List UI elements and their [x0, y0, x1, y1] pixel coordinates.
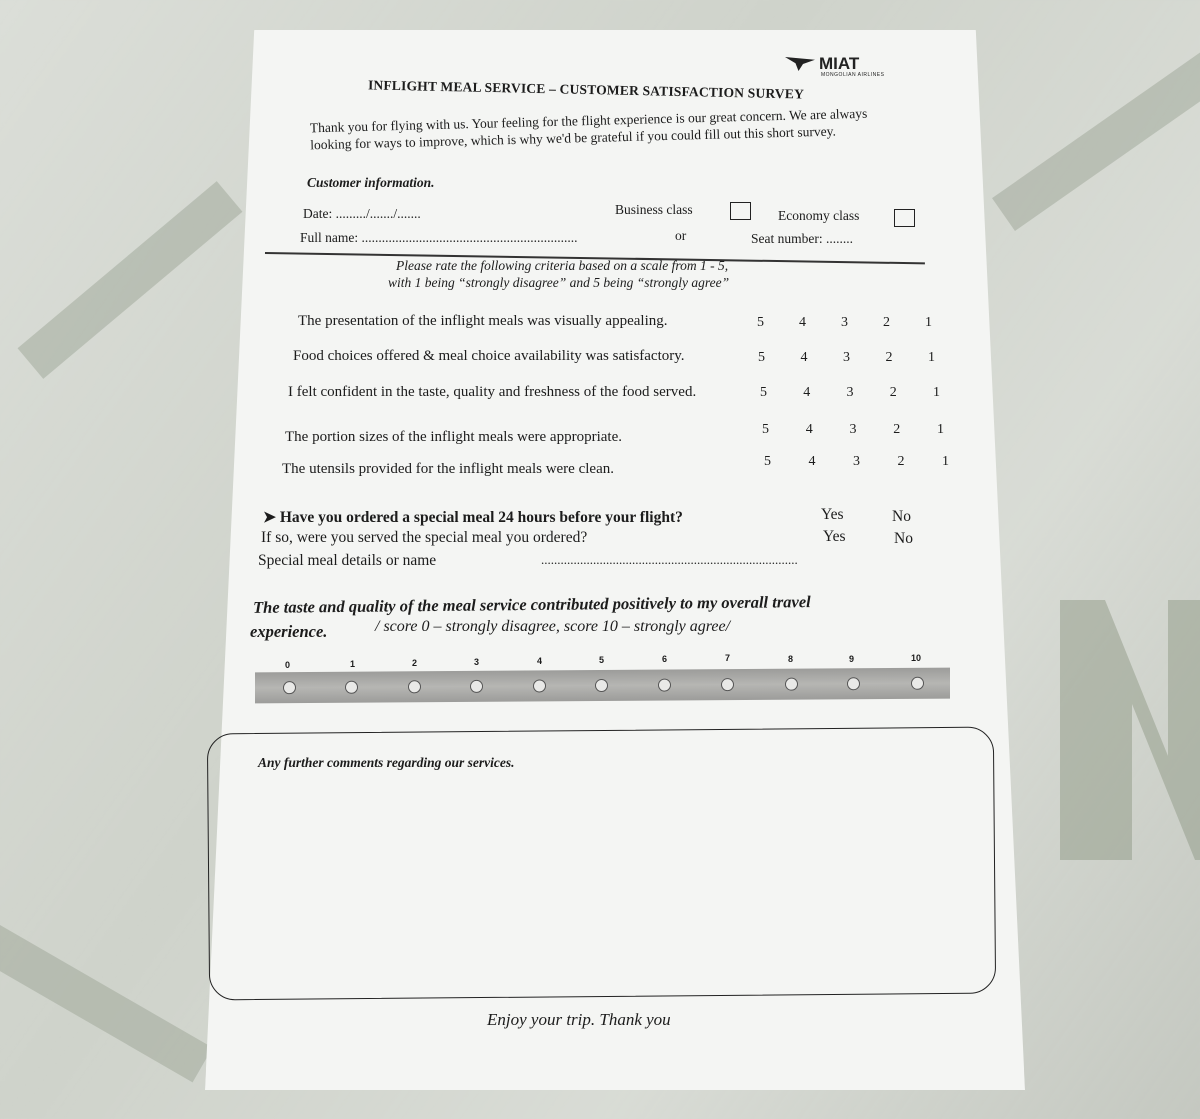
score-radio[interactable] [470, 680, 483, 693]
rating-scale [764, 454, 949, 470]
or-label: or [675, 228, 687, 243]
business-class-checkbox[interactable] [730, 202, 751, 220]
score-radio[interactable] [533, 679, 546, 692]
airline-logo-icon [785, 57, 815, 71]
slider-label: 1 [350, 659, 356, 669]
rating-scale [757, 315, 932, 331]
comments-label: Any further comments regarding our services. [258, 755, 515, 770]
rating-option[interactable]: 1 [928, 350, 935, 365]
score-note: / score 0 – strongly disagree, score 10 – strongly agree/ [375, 618, 731, 635]
rating-option[interactable]: 2 [893, 422, 901, 437]
rating-scale [760, 385, 940, 401]
economy-class-label: Economy class [778, 208, 860, 223]
customer-info-heading: Customer information. [307, 175, 435, 190]
special-meal-question [263, 508, 683, 527]
intro-text: Thank you for flying with us. Your feeling for the flight experience is our great concern. We are always looking for ways to improve, which is why we'd be grateful if you could fill out this short survey. [309, 105, 868, 153]
taste-statement-line2: experience. [250, 622, 328, 641]
rating-option[interactable]: 3 [846, 385, 854, 400]
logo-tagline: MONGOLIAN AIRLINES [821, 72, 885, 78]
scale-note-line1: Please rate the following criteria based on a scale from 1 - 5, [396, 258, 729, 273]
rating-option[interactable]: 1 [925, 315, 932, 330]
rating-option[interactable]: 4 [799, 315, 806, 330]
slider-label: 0 [285, 660, 291, 670]
no-option[interactable]: No [892, 508, 911, 525]
criterion-text: Food choices offered & meal choice availability was satisfactory. [293, 348, 685, 364]
served-question: If so, were you served the special meal you ordered? [261, 529, 588, 546]
score-slider[interactable] [255, 668, 950, 704]
rating-option[interactable]: 5 [758, 350, 765, 365]
rating-option[interactable]: 4 [808, 454, 816, 469]
rating-option[interactable]: 4 [803, 385, 811, 400]
rating-scale [762, 422, 944, 438]
slider-label: 2 [412, 658, 418, 668]
rating-option[interactable]: 2 [883, 315, 890, 330]
score-radio[interactable] [283, 681, 296, 694]
date-field[interactable]: Date: ........./......./....... [303, 206, 421, 221]
slider-label: 3 [474, 657, 480, 667]
rating-option[interactable]: 5 [760, 385, 767, 400]
rating-option[interactable]: 1 [933, 385, 940, 400]
score-radio[interactable] [658, 679, 671, 692]
scale-note-line2: with 1 being “strongly disagree” and 5 being “strongly agree” [388, 275, 730, 290]
slider-label: 9 [849, 654, 855, 664]
criterion-text: The presentation of the inflight meals was visually appealing. [298, 313, 668, 329]
rating-option[interactable]: 1 [937, 422, 944, 437]
full-name-field[interactable]: Full name: ................................................................ [300, 230, 578, 245]
rating-option[interactable]: 5 [757, 315, 764, 330]
rating-option[interactable]: 3 [843, 350, 850, 365]
rating-option[interactable]: 3 [841, 315, 848, 330]
seat-number-field[interactable]: Seat number: ........ [751, 231, 853, 246]
yes-option[interactable]: Yes [823, 528, 846, 545]
slider-label: 8 [788, 654, 794, 664]
rating-option[interactable]: 3 [853, 454, 860, 469]
special-meal-details-label: Special meal details or name [258, 552, 437, 569]
business-class-label: Business class [615, 202, 693, 217]
taste-statement-line1: The taste and quality of the meal service contributed positively to my overall travel [252, 592, 811, 617]
miat-logo [785, 54, 885, 78]
slider-label: 5 [599, 655, 605, 665]
criterion-text: The portion sizes of the inflight meals were appropriate. [285, 429, 622, 445]
rating-option[interactable]: 1 [942, 454, 949, 469]
score-radio[interactable] [721, 678, 734, 691]
rating-scale [758, 350, 935, 366]
slider-label: 10 [911, 653, 922, 663]
score-radio[interactable] [911, 677, 924, 690]
rating-option[interactable]: 5 [764, 454, 771, 469]
slider-label: 7 [725, 653, 731, 663]
footer-thanks: Enjoy your trip. Thank you [487, 1010, 671, 1029]
survey-title: INFLIGHT MEAL SERVICE – CUSTOMER SATISFACTION SURVEY [367, 77, 805, 102]
score-radio[interactable] [408, 680, 421, 693]
rating-option[interactable]: 5 [762, 422, 769, 437]
rating-option[interactable]: 4 [800, 350, 808, 365]
economy-class-checkbox[interactable] [894, 209, 915, 227]
logo-brand: MIAT [819, 54, 860, 73]
criterion-text: I felt confident in the taste, quality and freshness of the food served. [288, 384, 697, 400]
rating-option[interactable]: 3 [849, 422, 857, 437]
yes-option[interactable]: Yes [821, 506, 844, 523]
rating-option[interactable]: 2 [885, 350, 893, 365]
criterion-text: The utensils provided for the inflight meals were clean. [282, 461, 614, 477]
slider-label: 6 [662, 654, 668, 664]
score-radio[interactable] [595, 679, 608, 692]
score-radio[interactable] [785, 678, 798, 691]
no-option[interactable]: No [894, 530, 913, 547]
special-meal-details-field[interactable]: ............................................................................... [541, 552, 798, 567]
special-meal-question-text: Have you ordered a special meal 24 hours before your flight? [279, 509, 683, 526]
rating-option[interactable]: 2 [889, 385, 897, 400]
score-radio[interactable] [847, 677, 860, 690]
rating-option[interactable]: 4 [805, 422, 813, 437]
slider-label: 4 [537, 656, 543, 666]
arrow-bullet-icon: ➤ [263, 509, 276, 526]
score-radio[interactable] [345, 681, 358, 694]
rating-option[interactable]: 2 [897, 454, 905, 469]
